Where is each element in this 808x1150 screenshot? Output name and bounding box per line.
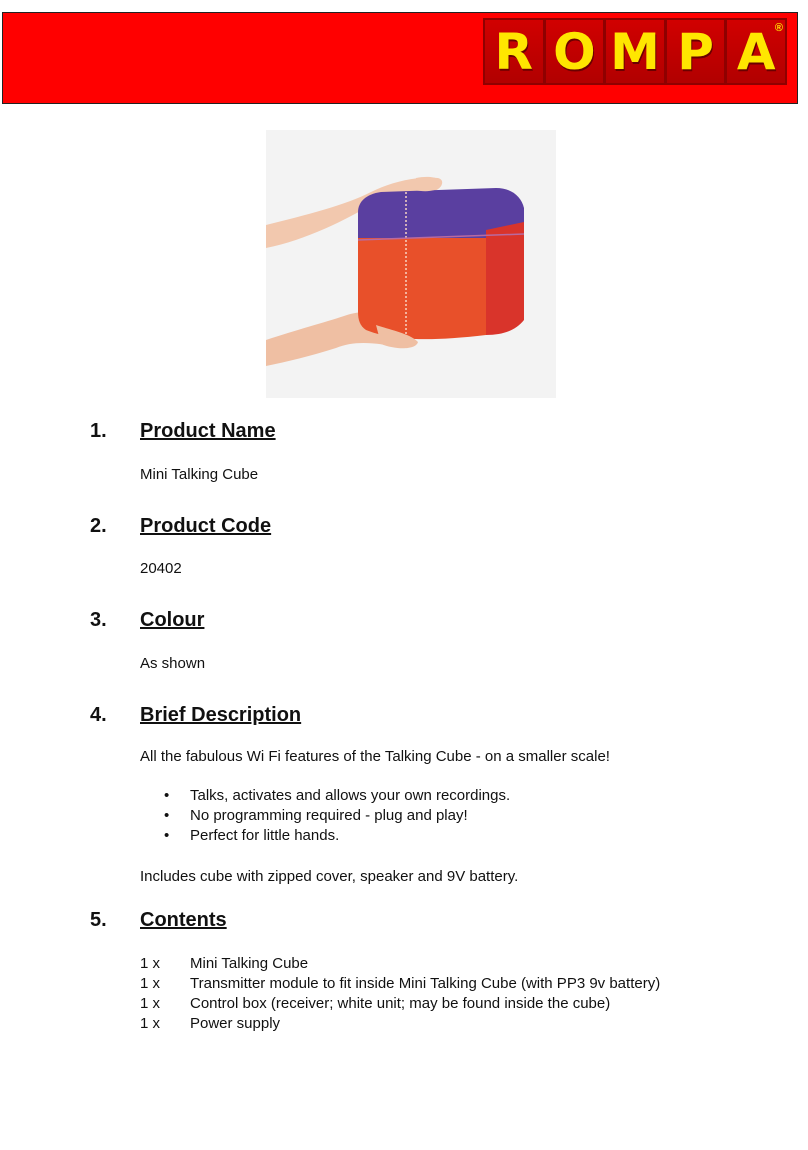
contents-item: Mini Talking Cube: [190, 955, 309, 972]
product-code-value: 20402: [140, 560, 182, 577]
section-number: 5.: [90, 909, 107, 931]
logo-letter: P: [667, 20, 725, 83]
description-outro: Includes cube with zipped cover, speaker and 9V battery.: [140, 868, 519, 885]
contents-row: [140, 975, 660, 992]
registered-mark: ®: [774, 22, 783, 34]
rompa-logo: [483, 18, 787, 85]
contents-row: [140, 995, 610, 1012]
list-item: • Talks, activates and allows your own recordings.: [140, 786, 510, 806]
contents-qty: 1 x: [140, 955, 161, 972]
description-intro: All the fabulous Wi Fi features of the Talking Cube - on a smaller scale!: [140, 748, 610, 765]
section-title-brief-description: Brief Description: [140, 704, 302, 726]
colour-value: As shown: [140, 655, 206, 672]
contents-item: Control box (receiver; white unit; may be found inside the cube): [190, 995, 611, 1012]
section-title-product-code: Product Code: [140, 515, 272, 537]
contents-row: [140, 955, 308, 972]
list-item: • Perfect for little hands.: [140, 826, 510, 846]
cube-side: [486, 222, 524, 335]
section-number: 2.: [90, 515, 107, 537]
section-title-product-name: Product Name: [140, 420, 276, 442]
cube-front: [358, 238, 486, 339]
section-number: 3.: [90, 609, 107, 631]
contents-qty: 1 x: [140, 1015, 161, 1032]
section-number: 1.: [90, 420, 107, 442]
logo-letter: R: [485, 20, 543, 83]
product-name-value: Mini Talking Cube: [140, 466, 259, 483]
contents-qty: 1 x: [140, 975, 161, 992]
section-number: 4.: [90, 704, 107, 726]
contents-item: Transmitter module to fit inside Mini Talking Cube (with PP3 9v battery): [190, 975, 661, 992]
feature-list: [140, 786, 510, 846]
logo-letter: O: [546, 20, 604, 83]
contents-qty: 1 x: [140, 995, 161, 1012]
list-item: • No programming required - plug and play!: [140, 806, 510, 826]
contents-row: [140, 1015, 280, 1032]
contents-item: Power supply: [190, 1015, 281, 1032]
section-title-colour: Colour: [140, 609, 205, 631]
section-title-contents: Contents: [140, 909, 227, 931]
logo-letter: A: [727, 20, 785, 83]
logo-letter: M: [606, 20, 664, 83]
product-photo: [266, 130, 556, 398]
